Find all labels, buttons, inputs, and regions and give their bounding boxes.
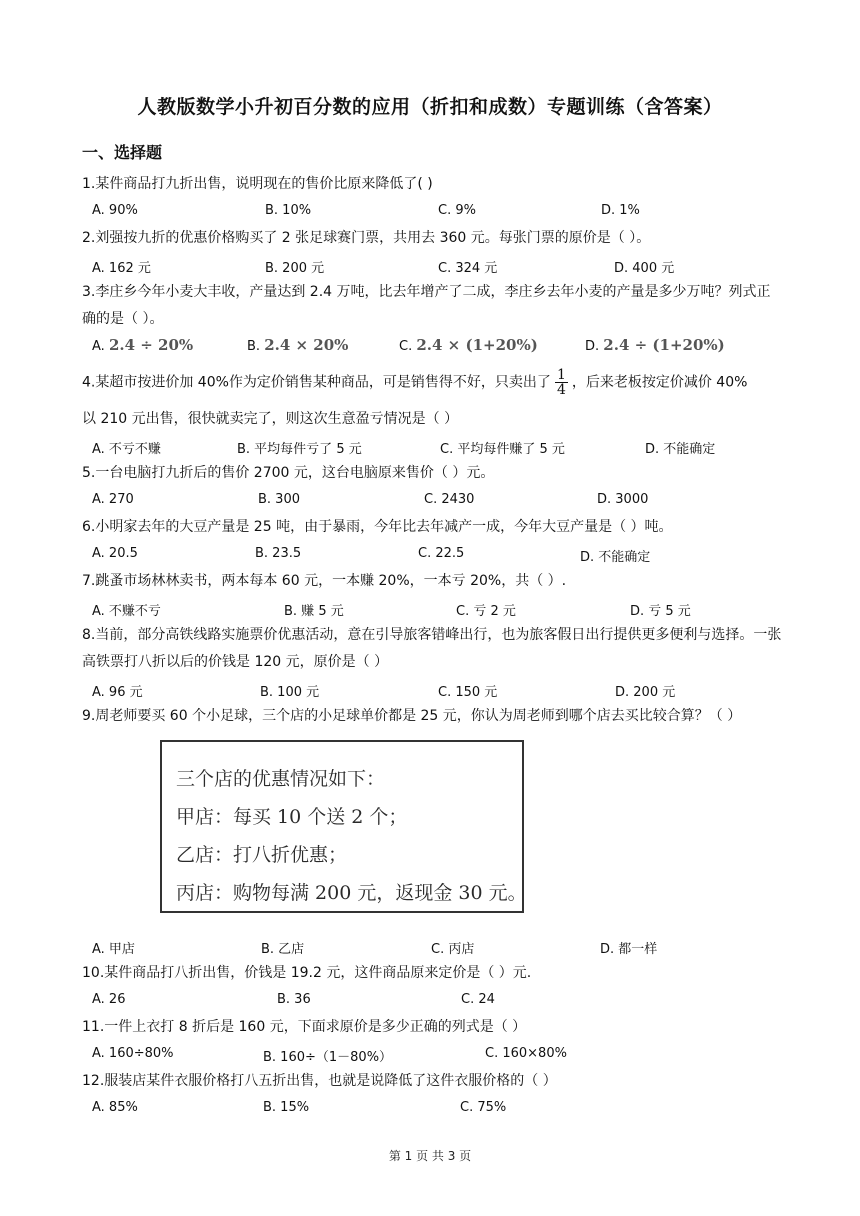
section-heading: 一、选择题 <box>82 143 163 162</box>
promotion-image <box>160 740 527 913</box>
formula-b: 2.4 × 20% <box>264 336 349 354</box>
option-c[interactable]: C. 2430 <box>424 492 475 507</box>
option-d[interactable]: D. 1% <box>601 203 640 218</box>
question-7: 7.跳蚤市场林林卖书，两本每本 60 元，一本赚 20%，一本亏 20%，共（ ）. <box>82 573 567 589</box>
promo-shop-jia: 甲店：每买 10 个送 2 个； <box>176 806 408 828</box>
question-6: 6.小明家去年的大豆产量是 25 吨，由于暴雨，今年比去年减产一成，今年大豆产量是（ ）吨。 <box>82 519 673 535</box>
question-8: 8.当前，部分高铁线路实施票价优惠活动，意在引导旅客错峰出行，也为旅客假日出行提供更多便利与选择。一张高铁票打八折以后的价钱是 120 元，原价是（ ） <box>82 627 782 670</box>
option-c[interactable]: C. 324 元 <box>438 261 498 276</box>
option-b[interactable]: B. 15% <box>263 1100 310 1115</box>
option-b[interactable]: B. 平均每件亏了 5 元 <box>237 442 362 457</box>
option-b[interactable]: B. 23.5 <box>255 546 302 561</box>
option-b[interactable]: B. 160÷（1－80%） <box>263 1050 393 1065</box>
option-a[interactable]: A. 甲店 <box>92 942 135 957</box>
question-4: 4.某超市按进价加 40%作为定价销售某种商品，可是销售得不好，只卖出了 $\frac{1}{4}$ ，后来老板按定价减价 40% <box>82 367 748 398</box>
option-a[interactable]: A. 不赚不亏 <box>92 604 161 619</box>
question-11: 11.一件上衣打 8 折后是 160 元，下面求原价是多少正确的列式是（ ） <box>82 1019 527 1035</box>
option-c[interactable]: C. 24 <box>461 992 495 1007</box>
promo-heading: 三个店的优惠情况如下： <box>176 768 386 790</box>
option-c[interactable]: C. 75% <box>460 1100 507 1115</box>
option-c[interactable]: C. 亏 2 元 <box>456 604 516 619</box>
options-1 <box>92 203 792 225</box>
option-d[interactable]: D. 不能确定 <box>580 550 651 565</box>
options-8 <box>92 681 792 703</box>
options-4 <box>92 438 792 460</box>
page-footer: 第 1 页 共 3 页 <box>388 1149 472 1163</box>
option-c[interactable]: C. 平均每件赚了 5 元 <box>440 442 565 457</box>
option-d[interactable]: D. 2.4 ÷ (1+20%) <box>585 336 725 354</box>
question-3: 3.李庄乡今年小麦大丰收，产量达到 2.4 万吨，比去年增产了二成，李庄乡去年小麦的产量是多少万吨？列式正确的是（ ）。 <box>82 284 771 327</box>
options-2 <box>92 257 792 279</box>
question-1: 1.某件商品打九折出售，说明现在的售价比原来降低了( ) <box>82 176 433 192</box>
option-a[interactable]: A. 20.5 <box>92 546 138 561</box>
question-10: 10.某件商品打八折出售，价钱是 19.2 元，这件商品原来定价是（ ）元. <box>82 965 532 981</box>
option-d[interactable]: D. 400 元 <box>614 261 675 276</box>
fraction: $\frac{1}{4}$ <box>556 367 566 398</box>
options-5 <box>92 492 792 514</box>
formula-d: 2.4 ÷ (1+20%) <box>603 336 725 354</box>
option-a[interactable]: A. 162 元 <box>92 261 151 276</box>
formula-c: 2.4 × (1+20%) <box>416 336 538 354</box>
option-c[interactable]: C. 2.4 × (1+20%) <box>399 336 538 354</box>
page-title: 人教版数学小升初百分数的应用（折扣和成数）专题训练（含答案） <box>137 96 723 118</box>
options-10 <box>92 992 792 1014</box>
question-12: 12.服装店某件衣服价格打八五折出售，也就是说降低了这件衣服价格的（ ） <box>82 1073 557 1089</box>
question-4-line-2: 以 210 元出售，很快就卖完了，则这次生意盈亏情况是（ ） <box>82 411 459 427</box>
option-b[interactable]: B. 赚 5 元 <box>284 604 344 619</box>
option-d[interactable]: D. 3000 <box>597 492 649 507</box>
option-a[interactable]: A. 270 <box>92 492 134 507</box>
option-c[interactable]: C. 9% <box>438 203 476 218</box>
option-c[interactable]: C. 丙店 <box>431 942 475 957</box>
option-c[interactable]: C. 150 元 <box>438 685 498 700</box>
option-b[interactable]: B. 100 元 <box>260 685 320 700</box>
option-b[interactable]: B. 乙店 <box>261 942 305 957</box>
option-a[interactable]: A. 90% <box>92 203 138 218</box>
option-a[interactable]: A. 85% <box>92 1100 138 1115</box>
promo-shop-yi: 乙店：打八折优惠； <box>176 844 348 866</box>
option-a[interactable]: A. 160÷80% <box>92 1046 174 1061</box>
option-b[interactable]: B. 200 元 <box>265 261 325 276</box>
option-a[interactable]: A. 不亏不赚 <box>92 442 161 457</box>
options-6 <box>92 546 792 568</box>
formula-a: 2.4 ÷ 20% <box>108 336 194 354</box>
question-5: 5.一台电脑打九折后的售价 2700 元，这台电脑原来售价（ ）元。 <box>82 465 495 481</box>
options-9 <box>92 938 792 960</box>
option-d[interactable]: D. 都一样 <box>600 942 658 957</box>
options-11 <box>92 1046 792 1068</box>
question-9: 9.周老师要买 60 个小足球，三个店的小足球单价都是 25 元，你认为周老师到哪个店去买比较合算？（ ） <box>82 708 742 724</box>
option-b[interactable]: B. 300 <box>258 492 300 507</box>
option-b[interactable]: B. 10% <box>265 203 312 218</box>
options-12 <box>92 1100 792 1122</box>
option-d[interactable]: D. 200 元 <box>615 685 676 700</box>
option-c[interactable]: C. 22.5 <box>418 546 465 561</box>
option-c[interactable]: C. 160×80% <box>485 1046 567 1061</box>
option-a[interactable]: A. 26 <box>92 992 126 1007</box>
option-b[interactable]: B. 2.4 × 20% <box>247 336 349 354</box>
question-2: 2.刘强按九折的优惠价格购买了 2 张足球赛门票，共用去 360 元。每张门票的原价是（ ）。 <box>82 230 651 246</box>
option-a[interactable]: A. 2.4 ÷ 20% <box>92 336 194 354</box>
promo-shop-bing: 丙店：购物每满 200 元，返现金 30 元。 <box>176 882 527 904</box>
option-d[interactable]: D. 亏 5 元 <box>630 604 691 619</box>
option-a[interactable]: A. 96 元 <box>92 685 143 700</box>
options-7 <box>92 600 792 622</box>
options-3 <box>92 336 792 358</box>
option-d[interactable]: D. 不能确定 <box>645 442 716 457</box>
option-b[interactable]: B. 36 <box>277 992 311 1007</box>
